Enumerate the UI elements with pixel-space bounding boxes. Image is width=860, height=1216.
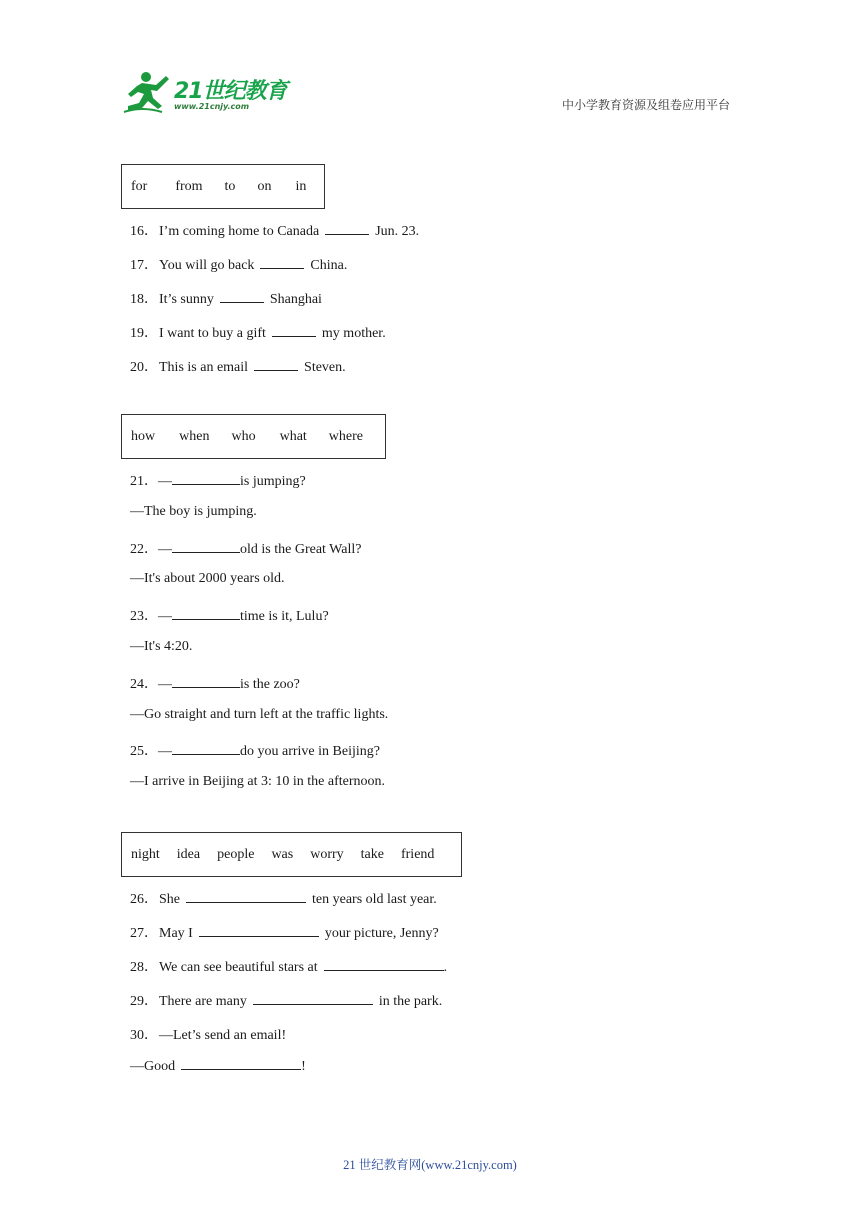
question-21: 21．— is jumping? bbox=[130, 474, 306, 489]
answer-blank[interactable] bbox=[172, 607, 240, 620]
question-29 bbox=[130, 990, 442, 1010]
question-text-before: This is an email bbox=[159, 360, 249, 375]
answer-24: —Go straight and turn left at the traffic lights. bbox=[130, 707, 389, 722]
answer-blank[interactable] bbox=[172, 472, 240, 485]
answer-blank[interactable] bbox=[254, 358, 298, 371]
question-23: 23．— time is it, Lulu? bbox=[130, 609, 329, 624]
word-box-question-words bbox=[121, 414, 386, 459]
logo-url: www.21cnjy.com bbox=[174, 102, 250, 111]
question-text-after: China. bbox=[310, 258, 348, 273]
word-box-prepositions bbox=[121, 164, 325, 209]
word-box-item: take bbox=[360, 846, 384, 862]
question-text-after: . bbox=[443, 960, 448, 975]
question-text-after: my mother. bbox=[321, 326, 386, 341]
question-text-after: your picture, Jenny? bbox=[324, 926, 439, 941]
word-box-item: friend bbox=[400, 846, 435, 862]
answer-21: —The boy is jumping. bbox=[130, 504, 257, 519]
question-text-before: She bbox=[159, 892, 180, 907]
answer-25: —I arrive in Beijing at 3: 10 in the afternoon. bbox=[130, 774, 386, 789]
logo-text: 21世纪教育 bbox=[174, 79, 287, 104]
answer-23: —It's 4:20. bbox=[130, 639, 193, 654]
question-number: 16． bbox=[130, 224, 158, 239]
question-27 bbox=[130, 922, 439, 942]
site-logo bbox=[122, 70, 292, 116]
question-number: 28． bbox=[130, 960, 158, 975]
question-18 bbox=[130, 288, 322, 308]
question-text-after: is jumping? bbox=[240, 474, 306, 489]
platform-tagline: 中小学教育资源及组卷应用平台 bbox=[561, 98, 730, 112]
word-box-item: what bbox=[279, 428, 307, 444]
answer-30 bbox=[130, 1057, 306, 1075]
question-20 bbox=[130, 356, 346, 376]
question-17 bbox=[130, 254, 347, 274]
question-number: 25． bbox=[130, 744, 158, 759]
question-text-before: May I bbox=[159, 926, 193, 941]
word-box-item: when bbox=[179, 428, 210, 444]
word-box-item: who bbox=[231, 428, 256, 444]
question-number: 20． bbox=[130, 360, 158, 375]
question-text-before: We can see beautiful stars at bbox=[159, 960, 318, 975]
answer-blank[interactable] bbox=[181, 1057, 301, 1070]
answer-blank[interactable] bbox=[172, 742, 240, 755]
question-26 bbox=[130, 888, 437, 908]
word-box-item: night bbox=[131, 846, 160, 862]
answer-22: —It's about 2000 years old. bbox=[130, 571, 285, 586]
answer-blank[interactable] bbox=[260, 256, 304, 269]
answer-text-after: ! bbox=[301, 1059, 306, 1074]
question-text-before: You will go back bbox=[159, 258, 255, 273]
page-footer: 21 世纪教育网(www.21cnjy.com) bbox=[343, 1158, 517, 1172]
question-number: 29． bbox=[130, 994, 158, 1009]
question-number: 30． bbox=[130, 1028, 158, 1043]
question-text-before: I’m coming home to Canada bbox=[159, 224, 320, 239]
answer-blank[interactable] bbox=[272, 324, 316, 337]
question-22: 22．— old is the Great Wall? bbox=[130, 542, 362, 557]
answer-text-before: —Good bbox=[130, 1059, 176, 1074]
question-number: 21． bbox=[130, 474, 158, 489]
runner-logo-icon bbox=[122, 70, 174, 116]
question-text-before: I want to buy a gift bbox=[159, 326, 266, 341]
word-box-item: was bbox=[271, 846, 294, 862]
question-number: 17． bbox=[130, 258, 158, 273]
answer-blank[interactable] bbox=[220, 290, 264, 303]
question-text-after: is the zoo? bbox=[240, 677, 300, 692]
word-box-item: people bbox=[217, 846, 255, 862]
answer-blank[interactable] bbox=[253, 992, 373, 1005]
question-24: 24．— is the zoo? bbox=[130, 677, 300, 692]
question-text-before: —Let’s send an email! bbox=[159, 1028, 287, 1043]
question-text-after: do you arrive in Beijing? bbox=[240, 744, 380, 759]
question-text-before: There are many bbox=[159, 994, 247, 1009]
question-19 bbox=[130, 322, 386, 342]
answer-blank[interactable] bbox=[186, 890, 306, 903]
word-box-item: for bbox=[131, 178, 148, 194]
question-number: 22． bbox=[130, 542, 158, 557]
word-box-item: to bbox=[224, 178, 236, 194]
question-text-after: ten years old last year. bbox=[312, 892, 437, 907]
answer-blank[interactable] bbox=[325, 222, 369, 235]
word-box-item: idea bbox=[176, 846, 201, 862]
question-number: 26． bbox=[130, 892, 158, 907]
word-box-item: where bbox=[328, 428, 363, 444]
question-text-after: Jun. 23. bbox=[375, 224, 420, 239]
question-number: 19． bbox=[130, 326, 158, 341]
question-16 bbox=[130, 220, 419, 240]
question-text-before: It’s sunny bbox=[159, 292, 214, 307]
question-text-after: old is the Great Wall? bbox=[240, 542, 362, 557]
question-text-after: time is it, Lulu? bbox=[240, 609, 329, 624]
question-text-after: Steven. bbox=[304, 360, 346, 375]
question-25: 25．— do you arrive in Beijing? bbox=[130, 744, 380, 759]
answer-blank[interactable] bbox=[172, 540, 240, 553]
word-box-vocabulary bbox=[121, 832, 462, 877]
answer-blank[interactable] bbox=[199, 924, 319, 937]
question-text-after: Shanghai bbox=[269, 292, 322, 307]
question-28 bbox=[130, 956, 447, 976]
question-number: 18． bbox=[130, 292, 158, 307]
question-number: 23． bbox=[130, 609, 158, 624]
question-30 bbox=[130, 1024, 286, 1044]
word-box-item: in bbox=[295, 178, 307, 194]
word-box-item: worry bbox=[310, 846, 344, 862]
answer-blank[interactable] bbox=[172, 675, 240, 688]
word-box-item: how bbox=[131, 428, 156, 444]
question-text-after: in the park. bbox=[378, 994, 443, 1009]
word-box-item: on bbox=[257, 178, 272, 194]
word-box-item: from bbox=[175, 178, 203, 194]
answer-blank[interactable] bbox=[324, 958, 444, 971]
question-number: 24． bbox=[130, 677, 158, 692]
question-number: 27． bbox=[130, 926, 158, 941]
